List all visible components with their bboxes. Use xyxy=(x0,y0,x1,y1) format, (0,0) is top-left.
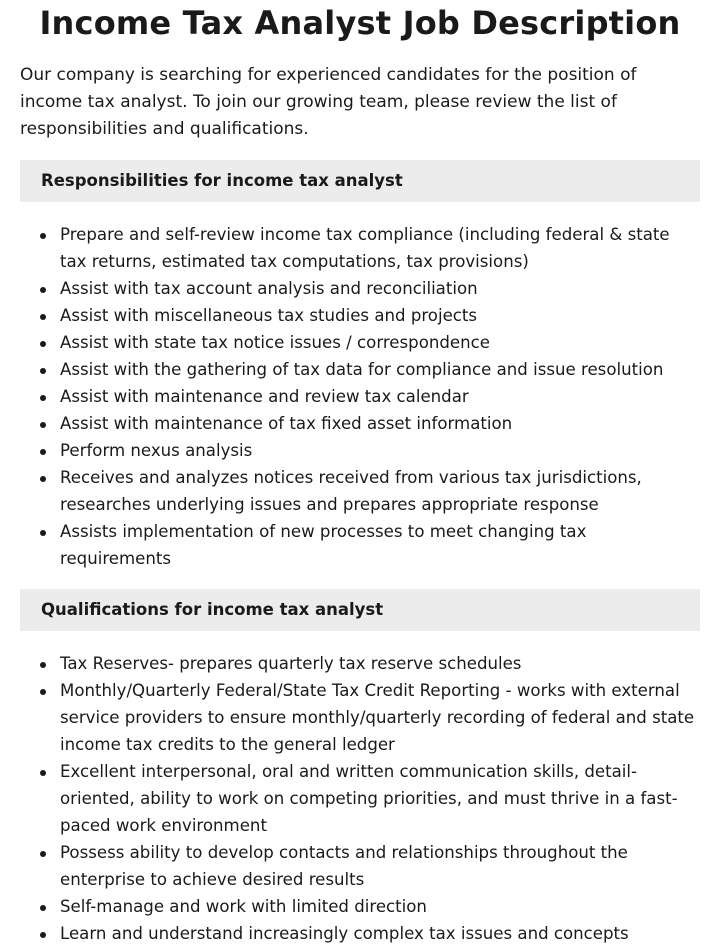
list-item-text: Assist with the gathering of tax data for compliance and issue resolution xyxy=(60,360,664,379)
list-item xyxy=(20,518,700,572)
bullet-icon xyxy=(40,476,46,482)
list-item xyxy=(20,275,700,302)
bullet-icon xyxy=(40,341,46,347)
bullet-icon xyxy=(40,368,46,374)
responsibilities-list xyxy=(20,221,700,572)
list-item-text: Prepare and self-review income tax compliance (including federal & state tax returns, estimated tax computations, tax provisions) xyxy=(60,225,670,271)
list-item-text: Possess ability to develop contacts and relationships throughout the enterprise to achieve desired results xyxy=(60,843,628,889)
bullet-icon xyxy=(40,287,46,293)
list-item-text: Tax Reserves- prepares quarterly tax reserve schedules xyxy=(60,654,522,673)
bullet-icon xyxy=(40,422,46,428)
list-item-text: Receives and analyzes notices received from various tax jurisdictions, researches underlying issues and prepares appropriate response xyxy=(60,468,642,514)
responsibilities-heading: Responsibilities for income tax analyst xyxy=(20,160,700,202)
list-item xyxy=(20,677,700,758)
list-item xyxy=(20,758,700,839)
list-item xyxy=(20,329,700,356)
list-item xyxy=(20,302,700,329)
list-item xyxy=(20,839,700,893)
list-item xyxy=(20,464,700,518)
bullet-icon xyxy=(40,851,46,857)
list-item xyxy=(20,410,700,437)
list-item-text: Assist with tax account analysis and reconciliation xyxy=(60,279,478,298)
list-item xyxy=(20,437,700,464)
bullet-icon xyxy=(40,689,46,695)
list-item xyxy=(20,383,700,410)
list-item-text: Perform nexus analysis xyxy=(60,441,253,460)
list-item-text: Assist with maintenance of tax fixed asset information xyxy=(60,414,513,433)
list-item-text: Assist with state tax notice issues / correspondence xyxy=(60,333,490,352)
list-item-text: Self-manage and work with limited direction xyxy=(60,897,427,916)
list-item xyxy=(20,221,700,275)
bullet-icon xyxy=(40,770,46,776)
bullet-icon xyxy=(40,233,46,239)
list-item-text: Assists implementation of new processes to meet changing tax requirements xyxy=(60,522,587,568)
list-item xyxy=(20,356,700,383)
bullet-icon xyxy=(40,932,46,938)
list-item-text: Excellent interpersonal, oral and written communication skills, detail-oriented, ability to work on competing priorities, and must thrive in a fast-paced work environment xyxy=(60,762,678,835)
list-item xyxy=(20,893,700,920)
list-item-text: Monthly/Quarterly Federal/State Tax Credit Reporting - works with external service providers to ensure monthly/quarterly recording of federal and state income tax credits to the general ledger xyxy=(60,681,695,754)
list-item xyxy=(20,650,700,677)
qualifications-list xyxy=(20,650,700,947)
list-item xyxy=(20,920,700,947)
list-item-text: Assist with maintenance and review tax calendar xyxy=(60,387,469,406)
bullet-icon xyxy=(40,395,46,401)
bullet-icon xyxy=(40,662,46,668)
bullet-icon xyxy=(40,905,46,911)
list-item-text: Learn and understand increasingly complex tax issues and concepts xyxy=(60,924,629,943)
bullet-icon xyxy=(40,449,46,455)
list-item-text: Assist with miscellaneous tax studies and projects xyxy=(60,306,478,325)
bullet-icon xyxy=(40,530,46,536)
intro-paragraph: Our company is searching for experienced candidates for the position of income tax analyst. To join our growing team, please review the list of responsibilities and qualifications. xyxy=(20,65,637,139)
qualifications-heading: Qualifications for income tax analyst xyxy=(20,589,700,631)
bullet-icon xyxy=(40,314,46,320)
page-title: Income Tax Analyst Job Description xyxy=(39,4,681,42)
